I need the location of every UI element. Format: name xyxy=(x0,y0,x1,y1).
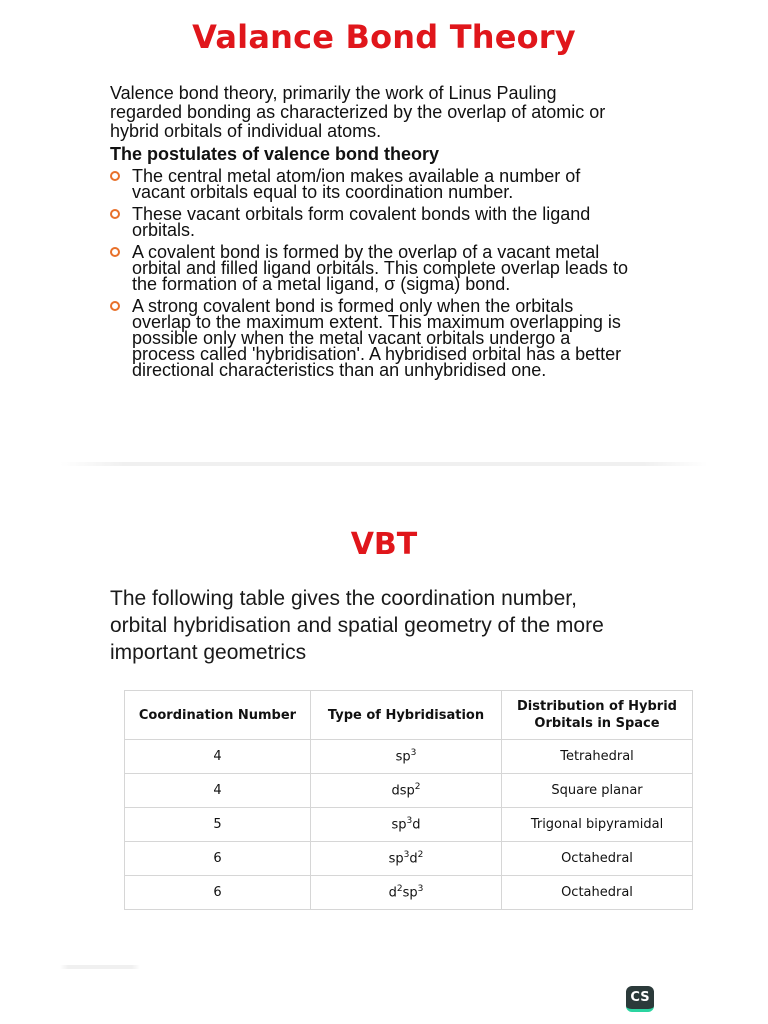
hybridisation-text: d xyxy=(412,817,421,833)
hybridisation-text: sp xyxy=(402,885,418,901)
intro-line: Valence bond theory, primarily the work of Linus Pauling xyxy=(110,83,557,103)
postulate-item xyxy=(110,244,700,292)
cell-coordination-number: 4 xyxy=(125,740,311,774)
table-intro-paragraph xyxy=(110,585,700,666)
table-row xyxy=(125,740,693,774)
header-line: Distribution of Hybrid xyxy=(517,699,677,714)
table-row xyxy=(125,876,693,910)
circle-bullet-icon xyxy=(110,301,120,311)
table-body xyxy=(125,740,693,910)
table-intro-line: orbital hybridisation and spatial geometry of the more xyxy=(110,614,604,637)
cell-hybridisation xyxy=(311,740,502,774)
postulate-line: orbitals. xyxy=(132,220,196,240)
section-divider xyxy=(60,462,708,466)
postulate-line: possible only when the metal vacant orbitals undergo a xyxy=(132,328,571,348)
hybridisation-superscript: 3 xyxy=(417,884,424,895)
header-coordination-number: Coordination Number xyxy=(125,691,311,740)
postulates-heading: The postulates of valence bond theory xyxy=(110,144,440,164)
hybridisation-superscript: 3 xyxy=(403,850,410,861)
cell-geometry: Octahedral xyxy=(502,842,693,876)
page-title: Valance Bond Theory xyxy=(192,18,576,56)
hybridisation-text: sp xyxy=(395,749,411,765)
hybridisation-text: dsp xyxy=(391,783,415,799)
cell-geometry: Tetrahedral xyxy=(502,740,693,774)
circle-bullet-icon xyxy=(110,247,120,257)
section-title: VBT xyxy=(350,527,418,562)
header-distribution xyxy=(502,691,693,740)
table-header-row xyxy=(125,691,693,740)
hybridisation-superscript: 2 xyxy=(414,782,421,793)
section-divider xyxy=(60,965,140,969)
postulate-item xyxy=(110,298,700,378)
table-row xyxy=(125,842,693,876)
postulate-line: A strong covalent bond is formed only when the orbitals xyxy=(132,296,574,316)
postulate-line: process called 'hybridisation'. A hybridised orbital has a better xyxy=(132,344,622,364)
postulate-line: directional characteristics than an unhybridised one. xyxy=(132,360,547,380)
table-row xyxy=(125,774,693,808)
vbt-section xyxy=(0,470,768,970)
hybridisation-table-wrapper xyxy=(124,690,693,910)
postulate-item xyxy=(110,206,700,238)
cell-geometry: Octahedral xyxy=(502,876,693,910)
table-intro-line: The following table gives the coordination number, xyxy=(110,587,577,610)
postulate-line: overlap to the maximum extent. This maximum overlapping is xyxy=(132,312,621,332)
cell-coordination-number: 4 xyxy=(125,774,311,808)
intro-paragraph xyxy=(110,84,690,141)
circle-bullet-icon xyxy=(110,209,120,219)
badge-label: CS xyxy=(630,990,650,1005)
cell-geometry: Square planar xyxy=(502,774,693,808)
cell-coordination-number: 6 xyxy=(125,876,311,910)
cell-hybridisation xyxy=(311,842,502,876)
hybridisation-text: d xyxy=(409,851,418,867)
camscanner-logo-icon xyxy=(626,986,654,1012)
hybridisation-superscript: 2 xyxy=(396,884,403,895)
hybridisation-superscript: 2 xyxy=(417,850,424,861)
intro-line: hybrid orbitals of individual atoms. xyxy=(110,121,382,141)
table-row xyxy=(125,808,693,842)
cell-hybridisation xyxy=(311,808,502,842)
postulate-line: orbital and filled ligand orbitals. This complete overlap leads to xyxy=(132,258,628,278)
cell-coordination-number: 6 xyxy=(125,842,311,876)
hybridisation-text: sp xyxy=(391,817,407,833)
hybridisation-superscript: 3 xyxy=(406,816,413,827)
postulate-line: The central metal atom/ion makes available a number of xyxy=(132,166,581,186)
valence-bond-theory-section xyxy=(0,0,768,470)
hybridisation-text: d xyxy=(388,885,397,901)
cell-coordination-number: 5 xyxy=(125,808,311,842)
cell-geometry: Trigonal bipyramidal xyxy=(502,808,693,842)
intro-line: regarded bonding as characterized by the overlap of atomic or xyxy=(110,102,606,122)
cell-hybridisation xyxy=(311,876,502,910)
circle-bullet-icon xyxy=(110,171,120,181)
postulate-line: vacant orbitals equal to its coordination number. xyxy=(132,182,514,202)
postulate-line: A covalent bond is formed by the overlap of a vacant metal xyxy=(132,242,600,262)
table-intro-line: important geometrics xyxy=(110,641,307,664)
cell-hybridisation xyxy=(311,774,502,808)
postulate-item xyxy=(110,168,700,200)
hybridisation-text: sp xyxy=(388,851,404,867)
hybridisation-superscript: 3 xyxy=(410,748,417,759)
header-type-of-hybridisation: Type of Hybridisation xyxy=(311,691,502,740)
header-line: Orbitals in Space xyxy=(534,716,660,731)
hybridisation-table xyxy=(124,690,693,910)
postulate-line: These vacant orbitals form covalent bonds with the ligand xyxy=(132,204,591,224)
postulate-line: the formation of a metal ligand, σ (sigma) bond. xyxy=(132,274,511,294)
postulates-list xyxy=(110,168,700,384)
